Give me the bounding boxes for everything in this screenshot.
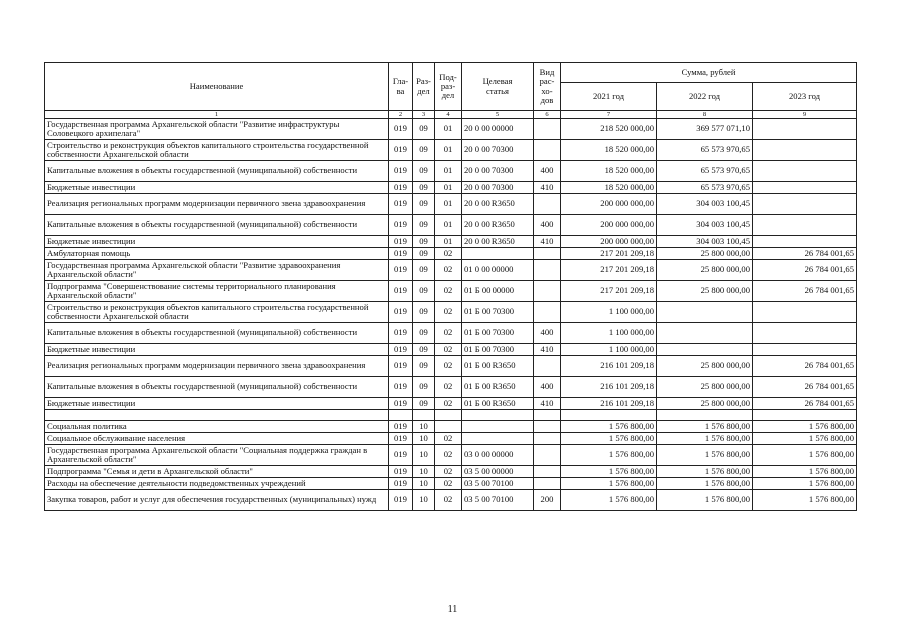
razdel-cell: 09: [413, 398, 435, 410]
razdel-cell: 09: [413, 302, 435, 323]
item-name: Государственная программа Архангельской области "Социальная поддержка граждан в Архангельской области": [45, 445, 389, 466]
table-row: [45, 236, 857, 248]
table-row: [45, 421, 857, 433]
expense-type-cell: [534, 194, 561, 215]
target-article-cell: [462, 433, 534, 445]
target-article-cell: 20 0 00 R3650: [462, 236, 534, 248]
glava-cell: 019: [389, 182, 413, 194]
amount-2022-cell: 1 576 800,00: [657, 445, 753, 466]
podrazdel-cell: 01: [435, 194, 462, 215]
item-name: Реализация региональных программ модернизации первичного звена здравоохранения: [45, 356, 389, 377]
amount-2023-cell: [753, 194, 857, 215]
glava-cell: 019: [389, 281, 413, 302]
table-row: [45, 377, 857, 398]
amount-2023-cell: 1 576 800,00: [753, 478, 857, 490]
item-name: Бюджетные инвестиции: [45, 236, 389, 248]
razdel-cell: 09: [413, 344, 435, 356]
amount-2022-cell: 25 800 000,00: [657, 260, 753, 281]
glava-cell: 019: [389, 433, 413, 445]
expense-type-cell: [534, 433, 561, 445]
razdel-cell: 09: [413, 281, 435, 302]
glava-cell: 019: [389, 323, 413, 344]
razdel-cell: 09: [413, 119, 435, 140]
podrazdel-cell: [435, 421, 462, 433]
podrazdel-cell: 02: [435, 260, 462, 281]
podrazdel-cell: 02: [435, 281, 462, 302]
target-article-cell: 01 Б 00 70300: [462, 344, 534, 356]
column-number: 6: [534, 111, 561, 119]
podrazdel-cell: 02: [435, 490, 462, 511]
razdel-cell: 09: [413, 260, 435, 281]
amount-2021-cell: 1 576 800,00: [561, 445, 657, 466]
amount-2021-cell: 1 576 800,00: [561, 478, 657, 490]
amount-2022-cell: 25 800 000,00: [657, 281, 753, 302]
expense-type-cell: [534, 445, 561, 466]
expense-type-cell: 400: [534, 323, 561, 344]
table-row: [45, 140, 857, 161]
header-vid: [534, 63, 561, 111]
column-number: 1: [45, 111, 389, 119]
target-article-cell: 01 Б 00 00000: [462, 281, 534, 302]
amount-2023-cell: [753, 344, 857, 356]
glava-cell: 019: [389, 119, 413, 140]
table-row: [45, 260, 857, 281]
razdel-cell: 09: [413, 377, 435, 398]
glava-cell: 019: [389, 344, 413, 356]
expense-type-cell: 410: [534, 182, 561, 194]
expense-type-cell: [534, 356, 561, 377]
podrazdel-cell: 01: [435, 236, 462, 248]
amount-2023-cell: [753, 161, 857, 182]
item-name: Амбулаторная помощь: [45, 248, 389, 260]
amount-2021-cell: 217 201 209,18: [561, 260, 657, 281]
glava-cell: 019: [389, 356, 413, 377]
razdel-cell: 10: [413, 490, 435, 511]
amount-2022-cell: 1 576 800,00: [657, 433, 753, 445]
item-name: Капитальные вложения в объекты государственной (муниципальной) собственности: [45, 215, 389, 236]
amount-2021-cell: 1 100 000,00: [561, 302, 657, 323]
amount-2023-cell: 1 576 800,00: [753, 466, 857, 478]
amount-2021-cell: 1 576 800,00: [561, 433, 657, 445]
podrazdel-cell: 02: [435, 377, 462, 398]
amount-2022-cell: [657, 302, 753, 323]
item-name: Социальная политика: [45, 421, 389, 433]
item-name: [45, 410, 389, 421]
amount-2021-cell: 1 100 000,00: [561, 323, 657, 344]
table-row: [45, 490, 857, 511]
item-name: Социальное обслуживание населения: [45, 433, 389, 445]
target-article-cell: 01 0 00 00000: [462, 260, 534, 281]
item-name: Расходы на обеспечение деятельности подведомственных учреждений: [45, 478, 389, 490]
target-article-cell: 03 5 00 70100: [462, 478, 534, 490]
table-row: [45, 302, 857, 323]
amount-2021-cell: 1 576 800,00: [561, 421, 657, 433]
target-article-cell: 20 0 00 70300: [462, 140, 534, 161]
expense-type-cell: [534, 281, 561, 302]
header-tselevaya-text: Целевая статья: [482, 76, 513, 96]
glava-cell: 019: [389, 490, 413, 511]
amount-2022-cell: 65 573 970,65: [657, 140, 753, 161]
amount-2022-cell: 1 576 800,00: [657, 466, 753, 478]
header-2023: 2023 год: [753, 83, 857, 111]
amount-2021-cell: 1 576 800,00: [561, 490, 657, 511]
razdel-cell: 09: [413, 236, 435, 248]
amount-2021-cell: 18 520 000,00: [561, 182, 657, 194]
podrazdel-cell: 02: [435, 398, 462, 410]
item-name: Государственная программа Архангельской области "Развитие инфраструктуры Соловецкого архипелага": [45, 119, 389, 140]
amount-2023-cell: 1 576 800,00: [753, 421, 857, 433]
item-name: Государственная программа Архангельской области "Развитие здравоохранения Архангельской области": [45, 260, 389, 281]
target-article-cell: 01 Б 00 R3650: [462, 398, 534, 410]
target-article-cell: 20 0 00 70300: [462, 182, 534, 194]
target-article-cell: 20 0 00 70300: [462, 161, 534, 182]
podrazdel-cell: 02: [435, 466, 462, 478]
glava-cell: 019: [389, 194, 413, 215]
item-name: Строительство и реконструкция объектов капитального строительства государственной собственности Архангельской области: [45, 140, 389, 161]
razdel-cell: 09: [413, 323, 435, 344]
amount-2022-cell: 65 573 970,65: [657, 161, 753, 182]
amount-2022-cell: [657, 410, 753, 421]
target-article-cell: 20 0 00 R3650: [462, 194, 534, 215]
podrazdel-cell: 01: [435, 161, 462, 182]
amount-2021-cell: 217 201 209,18: [561, 281, 657, 302]
header-tselevaya: [462, 63, 534, 111]
glava-cell: 019: [389, 421, 413, 433]
amount-2023-cell: [753, 236, 857, 248]
item-name: Закупка товаров, работ и услуг для обеспечения государственных (муниципальных) нужд: [45, 490, 389, 511]
expense-type-cell: 200: [534, 490, 561, 511]
target-article-cell: 01 Б 00 70300: [462, 302, 534, 323]
amount-2021-cell: 200 000 000,00: [561, 215, 657, 236]
header-2021: 2021 год: [561, 83, 657, 111]
amount-2023-cell: 1 576 800,00: [753, 445, 857, 466]
razdel-cell: [413, 410, 435, 421]
podrazdel-cell: 01: [435, 215, 462, 236]
amount-2023-cell: 26 784 001,65: [753, 248, 857, 260]
page-number: 11: [447, 604, 458, 615]
amount-2021-cell: 18 520 000,00: [561, 161, 657, 182]
expense-type-cell: [534, 478, 561, 490]
column-number: 3: [413, 111, 435, 119]
amount-2023-cell: 26 784 001,65: [753, 260, 857, 281]
target-article-cell: [462, 248, 534, 260]
item-name: Капитальные вложения в объекты государственной (муниципальной) собственности: [45, 161, 389, 182]
amount-2021-cell: 217 201 209,18: [561, 248, 657, 260]
glava-cell: 019: [389, 377, 413, 398]
glava-cell: 019: [389, 215, 413, 236]
item-name: Капитальные вложения в объекты государственной (муниципальной) собственности: [45, 377, 389, 398]
glava-cell: 019: [389, 260, 413, 281]
table-row: [45, 194, 857, 215]
glava-cell: 019: [389, 140, 413, 161]
header-glava: [389, 63, 413, 111]
target-article-cell: 03 0 00 00000: [462, 445, 534, 466]
expense-type-cell: [534, 140, 561, 161]
glava-cell: 019: [389, 478, 413, 490]
expense-type-cell: 410: [534, 344, 561, 356]
item-name: Капитальные вложения в объекты государственной (муниципальной) собственности: [45, 323, 389, 344]
header-podrazdel-text: Под- раз- дел: [439, 71, 457, 101]
amount-2022-cell: 304 003 100,45: [657, 194, 753, 215]
target-article-cell: [462, 410, 534, 421]
header-podrazdel: [435, 63, 462, 111]
amount-2022-cell: 304 003 100,45: [657, 215, 753, 236]
razdel-cell: 09: [413, 161, 435, 182]
expense-type-cell: [534, 421, 561, 433]
podrazdel-cell: 02: [435, 323, 462, 344]
item-name: Бюджетные инвестиции: [45, 344, 389, 356]
amount-2022-cell: [657, 344, 753, 356]
expense-type-cell: [534, 302, 561, 323]
amount-2023-cell: 26 784 001,65: [753, 398, 857, 410]
target-article-cell: 01 Б 00 R3650: [462, 356, 534, 377]
table-row: [45, 215, 857, 236]
table-row: [45, 248, 857, 260]
table-row: [45, 323, 857, 344]
podrazdel-cell: 01: [435, 140, 462, 161]
target-article-cell: 01 Б 00 R3650: [462, 377, 534, 398]
expense-type-cell: [534, 466, 561, 478]
podrazdel-cell: 01: [435, 182, 462, 194]
table-row: [45, 356, 857, 377]
podrazdel-cell: 02: [435, 344, 462, 356]
razdel-cell: 10: [413, 466, 435, 478]
razdel-cell: 09: [413, 140, 435, 161]
item-name: Подпрограмма "Совершенствование системы территориального планирования Архангельской области": [45, 281, 389, 302]
header-2022: 2022 год: [657, 83, 753, 111]
glava-cell: [389, 410, 413, 421]
razdel-cell: 09: [413, 215, 435, 236]
target-article-cell: 03 5 00 70100: [462, 490, 534, 511]
amount-2023-cell: 26 784 001,65: [753, 281, 857, 302]
amount-2021-cell: 216 101 209,18: [561, 398, 657, 410]
amount-2023-cell: [753, 182, 857, 194]
expense-type-cell: 400: [534, 161, 561, 182]
header-glava-text: Гла- ва: [392, 76, 409, 96]
razdel-cell: 09: [413, 182, 435, 194]
item-name: Бюджетные инвестиции: [45, 182, 389, 194]
item-name: Бюджетные инвестиции: [45, 398, 389, 410]
expense-type-cell: [534, 260, 561, 281]
amount-2023-cell: [753, 215, 857, 236]
column-number-row: [45, 111, 857, 119]
amount-2023-cell: 26 784 001,65: [753, 356, 857, 377]
table-row: [45, 398, 857, 410]
razdel-cell: 10: [413, 478, 435, 490]
podrazdel-cell: 02: [435, 433, 462, 445]
header-name: Наименование: [45, 63, 389, 111]
header-razdel: [413, 63, 435, 111]
table-row: [45, 478, 857, 490]
amount-2023-cell: 1 576 800,00: [753, 433, 857, 445]
item-name: Подпрограмма "Семья и дети в Архангельской области": [45, 466, 389, 478]
budget-table: [44, 62, 857, 511]
amount-2022-cell: [657, 323, 753, 344]
razdel-cell: 10: [413, 433, 435, 445]
amount-2021-cell: 200 000 000,00: [561, 194, 657, 215]
table-body: [45, 119, 857, 511]
razdel-cell: 09: [413, 194, 435, 215]
amount-2022-cell: 25 800 000,00: [657, 248, 753, 260]
amount-2022-cell: 1 576 800,00: [657, 478, 753, 490]
podrazdel-cell: 01: [435, 119, 462, 140]
column-number: 7: [561, 111, 657, 119]
amount-2022-cell: 1 576 800,00: [657, 421, 753, 433]
glava-cell: 019: [389, 161, 413, 182]
amount-2023-cell: [753, 410, 857, 421]
table-row: [45, 161, 857, 182]
target-article-cell: 03 5 00 00000: [462, 466, 534, 478]
target-article-cell: 20 0 00 00000: [462, 119, 534, 140]
amount-2023-cell: [753, 119, 857, 140]
column-number: 5: [462, 111, 534, 119]
glava-cell: 019: [389, 466, 413, 478]
amount-2021-cell: [561, 410, 657, 421]
amount-2021-cell: 1 100 000,00: [561, 344, 657, 356]
table-row: [45, 281, 857, 302]
amount-2021-cell: 18 520 000,00: [561, 140, 657, 161]
amount-2021-cell: 216 101 209,18: [561, 377, 657, 398]
amount-2022-cell: 304 003 100,45: [657, 236, 753, 248]
amount-2022-cell: 25 800 000,00: [657, 398, 753, 410]
amount-2022-cell: 65 573 970,65: [657, 182, 753, 194]
amount-2023-cell: [753, 302, 857, 323]
podrazdel-cell: 02: [435, 248, 462, 260]
amount-2022-cell: 25 800 000,00: [657, 377, 753, 398]
amount-2023-cell: [753, 323, 857, 344]
podrazdel-cell: [435, 410, 462, 421]
glava-cell: 019: [389, 398, 413, 410]
amount-2021-cell: 218 520 000,00: [561, 119, 657, 140]
table-row: [45, 119, 857, 140]
razdel-cell: 10: [413, 421, 435, 433]
glava-cell: 019: [389, 302, 413, 323]
amount-2022-cell: 25 800 000,00: [657, 356, 753, 377]
glava-cell: 019: [389, 248, 413, 260]
podrazdel-cell: 02: [435, 302, 462, 323]
amount-2022-cell: 1 576 800,00: [657, 490, 753, 511]
header-razdel-text: Раз- дел: [416, 76, 431, 96]
amount-2023-cell: [753, 140, 857, 161]
column-number: 9: [753, 111, 857, 119]
item-name: Строительство и реконструкция объектов капитального строительства государственной собственности Архангельской области: [45, 302, 389, 323]
table-row: [45, 466, 857, 478]
amount-2022-cell: 369 577 071,10: [657, 119, 753, 140]
column-number: 2: [389, 111, 413, 119]
podrazdel-cell: 02: [435, 478, 462, 490]
expense-type-cell: 410: [534, 398, 561, 410]
table-row: [45, 433, 857, 445]
target-article-cell: [462, 421, 534, 433]
expense-type-cell: 400: [534, 215, 561, 236]
amount-2021-cell: 216 101 209,18: [561, 356, 657, 377]
podrazdel-cell: 02: [435, 356, 462, 377]
podrazdel-cell: 02: [435, 445, 462, 466]
expense-type-cell: 400: [534, 377, 561, 398]
amount-2021-cell: 1 576 800,00: [561, 466, 657, 478]
column-number: 8: [657, 111, 753, 119]
razdel-cell: 10: [413, 445, 435, 466]
target-article-cell: 20 0 00 R3650: [462, 215, 534, 236]
amount-2021-cell: 200 000 000,00: [561, 236, 657, 248]
expense-type-cell: 410: [534, 236, 561, 248]
glava-cell: 019: [389, 445, 413, 466]
expense-type-cell: [534, 248, 561, 260]
target-article-cell: 01 Б 00 70300: [462, 323, 534, 344]
razdel-cell: 09: [413, 356, 435, 377]
amount-2023-cell: 1 576 800,00: [753, 490, 857, 511]
razdel-cell: 09: [413, 248, 435, 260]
column-number: 4: [435, 111, 462, 119]
item-name: Реализация региональных программ модернизации первичного звена здравоохранения: [45, 194, 389, 215]
table-row: [45, 410, 857, 421]
header-summa: Сумма, рублей: [561, 63, 857, 83]
table-row: [45, 445, 857, 466]
table-row: [45, 182, 857, 194]
expense-type-cell: [534, 119, 561, 140]
header-vid-text: Вид рас- хо- дов: [539, 66, 555, 105]
table-row: [45, 344, 857, 356]
glava-cell: 019: [389, 236, 413, 248]
expense-type-cell: [534, 410, 561, 421]
amount-2023-cell: 26 784 001,65: [753, 377, 857, 398]
